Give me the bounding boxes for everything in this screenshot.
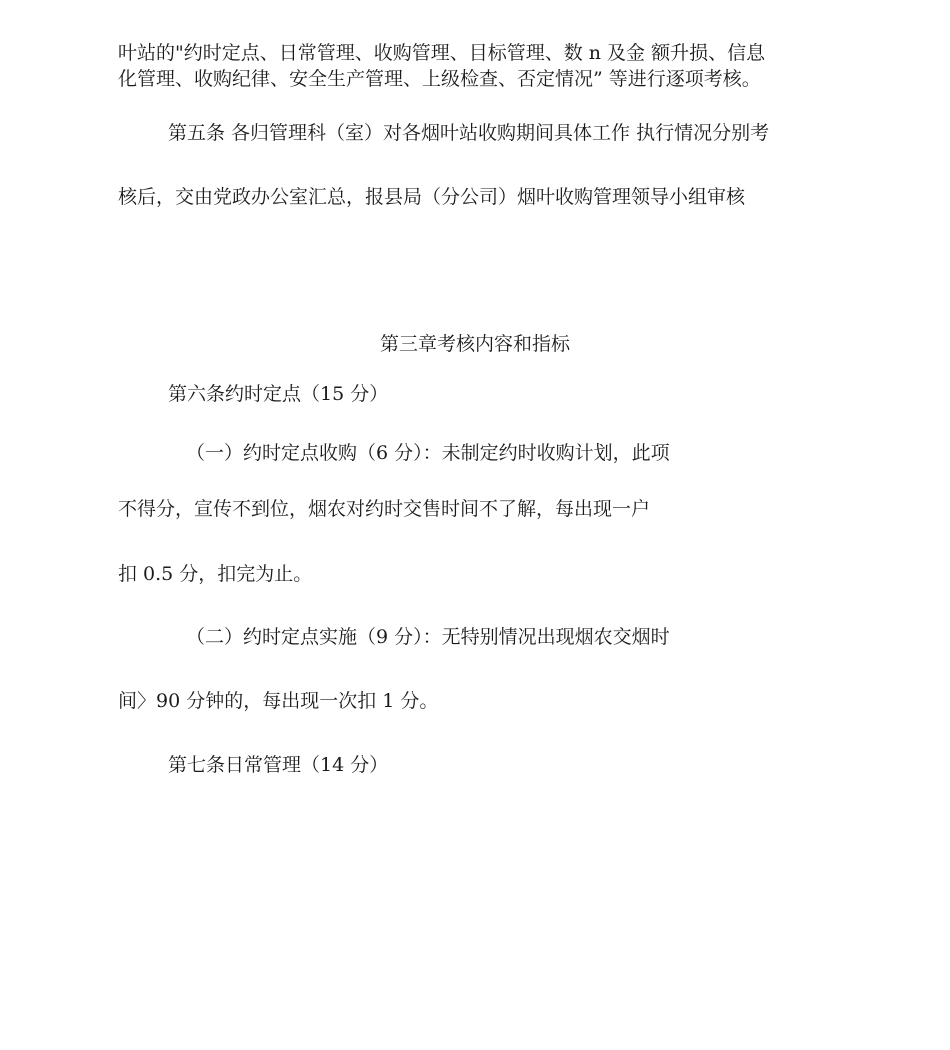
article-5-line-1: 第五条 各归管理科（室）对各烟叶站收购期间具体工作 执行情况分别考 (168, 122, 770, 144)
item-2-line-2: 间〉90 分钟的，每出现一次扣 1 分。 (118, 690, 439, 712)
intro-line-2: 化管理、收购纪律、安全生产管理、上级检查、否定情况” 等进行逐项考核。 (118, 68, 761, 90)
article-7-heading: 第七条日常管理（14 分） (168, 754, 389, 776)
item-1-line-1: （一）约时定点收购（6 分）：未制定约时收购计划，此项 (186, 442, 670, 464)
article-6-heading: 第六条约时定点（15 分） (168, 383, 389, 405)
chapter-title: 第三章考核内容和指标 (379, 333, 570, 355)
intro-line-1: 叶站的"约时定点、日常管理、收购管理、目标管理、数 n 及金 额升损、信息 (118, 42, 766, 64)
item-1-line-2: 不得分，宣传不到位，烟农对约时交售时间不了解，每出现一户 (118, 498, 651, 520)
item-1-line-3: 扣 0.5 分，扣完为止。 (118, 563, 313, 585)
item-2-line-1: （二）约时定点实施（9 分）：无特别情况出现烟农交烟时 (186, 626, 670, 648)
article-5-line-2: 核后，交由党政办公室汇总，报县局（分公司）烟叶收购管理领导小组审核 (118, 186, 746, 208)
